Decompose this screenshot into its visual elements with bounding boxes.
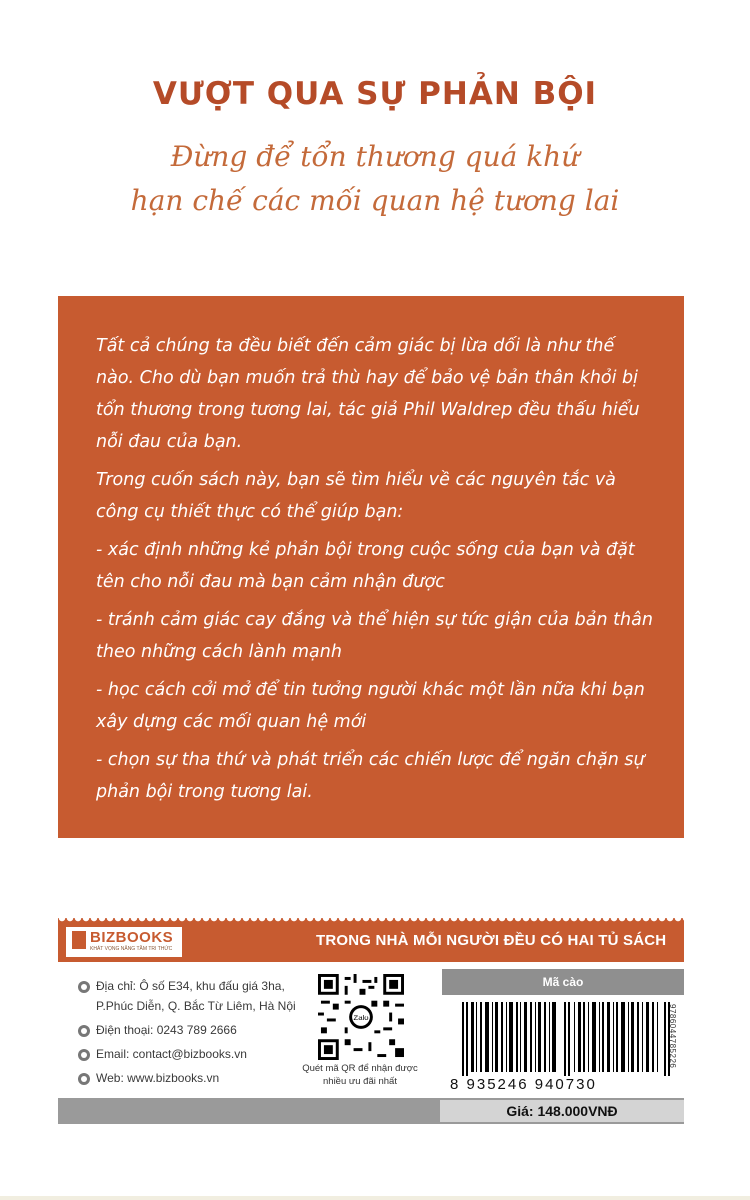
price-text: Giá: 148.000VNĐ [506, 1103, 618, 1119]
description-bullet: - chọn sự tha thứ và phát triển các chiến lược để ngăn chặn sự phản bội trong tương lai. [96, 750, 645, 802]
svg-text:Zalo: Zalo [353, 1013, 369, 1023]
description-bullet: - xác định những kẻ phản bội trong cuộc sống của bạn và đặt tên cho nỗi đau mà bạn cảm nhận được [96, 540, 635, 592]
book-title: VƯỢT QUA SỰ PHẢN BỘI [152, 76, 598, 112]
location-icon [78, 981, 90, 993]
contact-address-cont [78, 998, 296, 1014]
phone-icon [78, 1025, 90, 1037]
contact-phone [78, 1022, 237, 1038]
isbn-vertical: 9786044785226 [668, 1004, 677, 1069]
qr-caption: Quét mã QR để nhận được nhiều ưu đãi nhất [302, 1063, 418, 1087]
book-subtitle-line2: hạn chế các mối quan hệ tương lai [130, 184, 620, 217]
description-paragraph: Trong cuốn sách này, bạn sẽ tìm hiểu về các nguyên tắc và công cụ thiết thực có thể giúp bạn: [96, 470, 616, 522]
book-subtitle-line1: Đừng để tổn thương quá khứ [170, 140, 580, 173]
banner-ticket-edge [58, 918, 684, 924]
email-icon [78, 1049, 90, 1061]
contact-address [78, 978, 285, 994]
page-edge [0, 1196, 750, 1200]
description-paragraph: Tất cả chúng ta đều biết đến cảm giác bị lừa dối là như thế nào. Cho dù bạn muốn trả thù hay để bảo vệ bản thân khỏi bị tổn thương trong tương lai, tác giả Phil Waldrep đều thấu hiểu nỗi đau của bạn. [96, 336, 640, 452]
description-bullet: - học cách cởi mở để tin tưởng người khác một lần nữa khi bạn xây dựng các mối quan hệ mới [96, 680, 645, 732]
description-bullet: - tránh cảm giác cay đắng và thể hiện sự tức giận của bản thân theo những cách lành mạnh [96, 610, 653, 662]
logo-tagline: KHÁT VỌNG NÂNG TẦM TRI THỨC [90, 946, 173, 952]
scratch-code-label: Mã cào [542, 975, 584, 989]
qr-code [318, 974, 404, 1060]
publisher-slogan: TRONG NHÀ MỖI NGƯỜI ĐỀU CÓ HAI TỦ SÁCH [316, 932, 667, 949]
barcode [462, 1002, 674, 1076]
email-text: Email: contact@bizbooks.vn [96, 1047, 247, 1061]
contact-web [78, 1070, 219, 1086]
globe-icon [78, 1073, 90, 1085]
address-line2: P.Phúc Diễn, Q. Bắc Từ Liêm, Hà Nội [96, 999, 296, 1013]
web-text: Web: www.bizbooks.vn [96, 1071, 220, 1085]
phone-text: Điện thoại: 0243 789 2666 [96, 1023, 237, 1037]
logo-text: BIZBOOKS [90, 929, 174, 946]
description-text [96, 330, 656, 814]
address-line1: Địa chỉ: Ô số E34, khu đấu giá 3ha, [96, 979, 285, 993]
bizbooks-logo-icon [72, 931, 86, 949]
isbn-number: 8 935246 940730 [450, 1076, 597, 1093]
publisher-logo [66, 927, 182, 957]
contact-email [78, 1046, 247, 1062]
